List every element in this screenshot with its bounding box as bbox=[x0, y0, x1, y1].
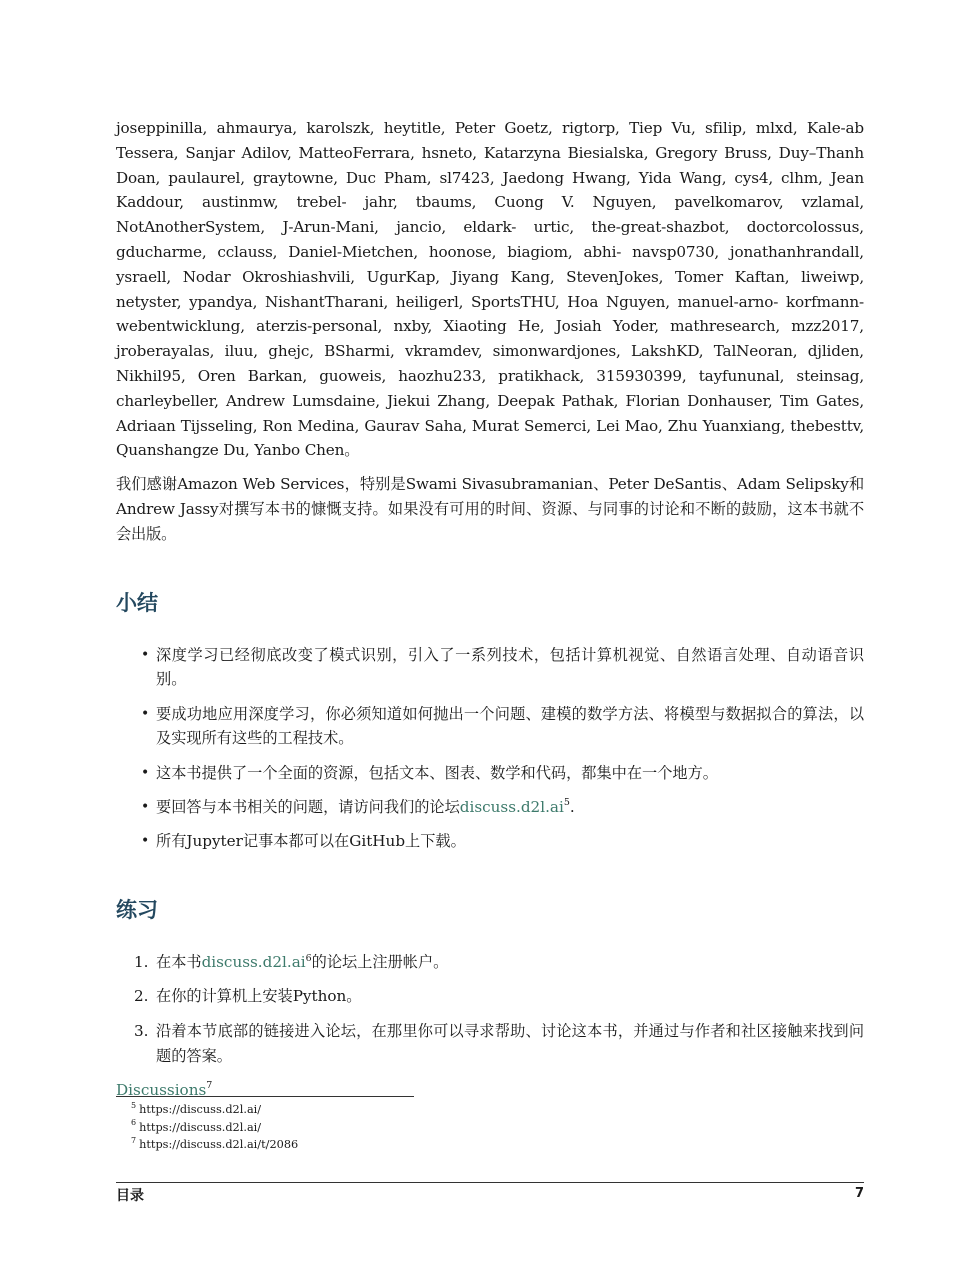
contributors-line: Gaurav Saha, Murat Semerci, Lei Mao, Zhu Yuanxiang, thebesttv, Quanshangze Du, Yanbo Chen。 bbox=[116, 416, 864, 460]
footnote-ref[interactable]: 6 bbox=[305, 952, 312, 964]
contributors-line: Lumsdaine, Jiekui Zhang, Deepak Pathak, Florian Donhauser, Tim Gates, Adriaan Tijsseling, Ron Medina, bbox=[116, 391, 865, 435]
summary-item: • 所有Jupyter记事本都可以在GitHub上下载。 bbox=[116, 829, 864, 854]
exercises-list bbox=[116, 950, 864, 1068]
exercise-item: 2. 在你的计算机上安装Python。 bbox=[134, 987, 362, 1006]
thanks-line: Jassy对撰写本书的慷慨支持。如果没有可用的时间、资源、与同事的讨论和不断的鼓励，这本书就不会出版。 bbox=[116, 499, 864, 543]
forum-link[interactable]: discuss.d2l.ai bbox=[201, 953, 306, 972]
exercise-item: 1. 在本书$discuss.d2l.ai^6$的论坛上注册帐户。 bbox=[134, 952, 449, 972]
exercises-heading: 练习 bbox=[116, 898, 158, 923]
forum-link[interactable]: discuss.d2l.ai bbox=[459, 798, 564, 817]
discussions-line bbox=[116, 1078, 864, 1103]
page-body bbox=[116, 116, 864, 1103]
contributors-paragraph bbox=[116, 116, 864, 463]
contributors-line: korfmann-webentwicklung, aterzis-personal, nxby, Xiaoting He, Josiah Yoder, mathresearch, mzz2017, bbox=[116, 292, 864, 336]
summary-heading: 小结 bbox=[116, 590, 158, 615]
footnote: $^6$ https://discuss.d2l.ai/ bbox=[131, 1118, 262, 1134]
contributors-line: jahr, tbaums, Cuong V. Nguyen, pavelkomarov, vzlamal, NotAnotherSystem, J-Arun-Mani, jancio, eldark- bbox=[116, 193, 864, 237]
summary-item: • 要成功地应用深度学习，你必须知道如何抛出一个问题、建模的数学方法、将模型与数据拟合的算法，以及实现所有这些的工程技术。 bbox=[116, 702, 864, 752]
footnote-ref[interactable]: 5 bbox=[563, 797, 570, 809]
footnote: $^7$ https://discuss.d2l.ai/t/2086 bbox=[131, 1135, 299, 1151]
footer-divider bbox=[116, 1182, 864, 1183]
contributors-line: urtic, the-great-shazbot, doctorcolossus, gducharme, cclauss, Daniel-Mietchen, hoonose, biagiom, abhi- bbox=[116, 218, 864, 261]
bullet-icon: • bbox=[141, 705, 150, 722]
bullet-icon: • bbox=[141, 833, 150, 850]
thanks-paragraph bbox=[116, 472, 864, 546]
footer-section-title: 目录 bbox=[116, 1188, 144, 1204]
footnote-ref[interactable]: 7 bbox=[206, 1080, 213, 1092]
discussions-link[interactable]: Discussions bbox=[116, 1080, 207, 1099]
page-number: 7 bbox=[854, 1186, 864, 1201]
footnote-divider bbox=[116, 1096, 414, 1097]
contributors-line: joseppinilla, ahmaurya, karolszk, heytitle, Peter Goetz, rigtorp, Tiep Vu, sfilip, mlxd, Kale-ab Tessera, bbox=[116, 119, 864, 162]
summary-list bbox=[116, 643, 864, 855]
bullet-icon: • bbox=[141, 764, 150, 781]
bullet-icon: • bbox=[141, 799, 150, 816]
contributors-line: Kaftan, liweiwp, netyster, ypandya, NishantTharani, heiligerl, SportsTHU, Hoa Nguyen, manuel-arno- bbox=[116, 267, 864, 311]
contributors-line: navsp0730, jonathanhrandall, ysraell, Nodar Okroshiashvili, UgurKap, Jiyang Kang, StevenJokes, Tomer bbox=[116, 242, 864, 286]
contributors-line: Oren Barkan, guoweis, haozhu233, pratikhack, 315930399, tayfununal, steinsag, charleybeller, Andrew bbox=[116, 366, 864, 410]
summary-item: • 这本书提供了一个全面的资源，包括文本、图表、数学和代码，都集中在一个地方。 bbox=[116, 761, 864, 786]
contributors-line: jroberayalas, iluu, ghejc, BSharmi, vkramdev, simonwardjones, LakshKD, TalNeoran, djliden, Nikhil95, bbox=[116, 342, 864, 385]
footnote: $^5$ https://discuss.d2l.ai/ bbox=[131, 1100, 262, 1116]
summary-item: • 要回答与本书相关的问题，请访问我们的论坛$discuss.d2l.ai^5$. bbox=[116, 795, 864, 820]
contributors-line: graytowne, Duc Pham, sl7423, Jaedong Hwang, Yida Wang, cys4, clhm, Jean Kaddour, austinmw, trebel- bbox=[116, 168, 864, 212]
footnotes bbox=[131, 1101, 298, 1154]
exercise-item: 3. 沿着本节底部的链接进入论坛，在那里你可以寻求帮助、讨论这本书，并通过与作者和社区接触来找到问题的答案。 bbox=[134, 1021, 864, 1065]
thanks-line: 我们感谢Amazon Web Services，特别是Swami Sivasubramanian、Peter DeSantis、Adam Selipsky和Andrew bbox=[116, 475, 864, 518]
summary-item: • 深度学习已经彻底改变了模式识别，引入了一系列技术，包括计算机视觉、自然语言处理、自动语音识别。 bbox=[116, 643, 864, 693]
bullet-icon: • bbox=[141, 646, 150, 663]
contributors-line: Sanjar Adilov, MatteoFerrara, hsneto, Katarzyna Biesialska, Gregory Bruss, Duy–Thanh Doan, paulaurel, bbox=[116, 143, 864, 187]
